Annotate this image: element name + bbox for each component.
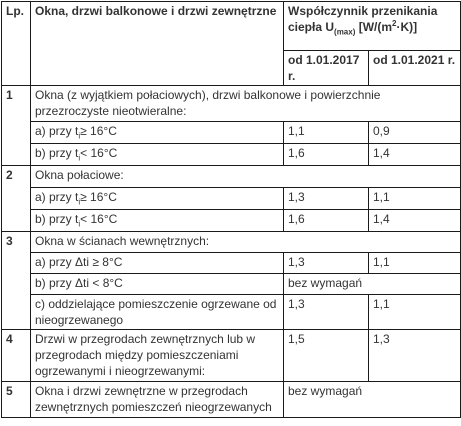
group-1-row-b [2,144,461,166]
label-rest: ≥ 16°C [80,190,117,204]
group-1-title-row [2,86,461,122]
group-1-title: Okna (z wyjątkiem połaciowych), drzwi balkonowe i powierzchnie przezroczyste nieotwieralne: [31,86,461,122]
group-3-row-c-2017: 1,3 [284,295,369,330]
group-2-title: Okna połaciowe: [31,166,461,188]
group-1-lp: 1 [2,86,31,166]
group-3-row-a-2017: 1,3 [284,253,369,274]
header-from-2021: od 1.01.2021 r. [369,51,461,86]
group-2-lp: 2 [2,166,31,232]
row-4 [2,330,461,382]
row-4-label: Drzwi w przegrodach zewnętrznych lub w przegrodach między pomieszczeniami ogrzewanymi i nieogrzewanymi: [31,330,284,382]
group-2-row-a-label [31,188,284,210]
label-sub: i [78,219,81,229]
group-3-row-c-label: c) oddzielające pomieszczenie ogrzewane od nieogrzewanego [31,295,284,330]
row-5-lp: 5 [2,382,31,418]
heat-transfer-table [1,1,461,418]
group-1-row-a-label [31,122,284,144]
row-4-lp: 4 [2,330,31,382]
group-2-title-row [2,166,461,188]
header-coef-sub: (max) [334,27,356,37]
group-1-row-b-2017: 1,6 [284,144,369,166]
row-4-2017: 1,5 [284,330,369,382]
group-3-row-b [2,274,461,295]
group-3-title-row [2,232,461,253]
group-2-row-b-label [31,210,284,232]
group-1-row-b-2021: 1,4 [369,144,461,166]
group-1-row-a-2017: 1,1 [284,122,369,144]
label-sub: i [78,153,81,163]
label-text: a) przy t [35,190,79,204]
label-text: b) przy t [35,146,79,160]
label-rest: < 16°C [80,212,118,226]
header-coefficient [284,2,461,51]
group-1-row-a [2,122,461,144]
header-coef-unit-pre: [W/(m [355,20,393,34]
group-3-row-b-label: b) przy Δti < 8°C [31,274,284,295]
label-text: a) przy t [35,124,79,138]
header-coef-line2-pre: ciepła U [288,20,335,34]
label-rest: < 16°C [80,146,118,160]
label-rest: ≥ 16°C [80,124,117,138]
group-1-row-a-2021: 0,9 [369,122,461,144]
header-item: Okna, drzwi balkonowe i drzwi zewnętrzne [31,2,284,86]
group-1-row-b-label [31,144,284,166]
row-4-2021: 1,3 [369,330,461,382]
header-row [2,2,461,51]
header-coef-sup: 2 [392,19,397,28]
group-2-row-b [2,210,461,232]
group-3-row-c [2,295,461,330]
row-5-merged: bez wymagań [284,382,461,418]
header-coef-line1: Współczynnik przenikania [288,4,438,18]
row-5 [2,382,461,418]
header-lp: Lp. [2,2,31,86]
group-3-title: Okna w ścianach wewnętrznych: [31,232,461,253]
group-3-row-a-2021: 1,1 [369,253,461,274]
header-coef-unit-post: ·K)] [396,20,418,34]
group-3-row-b-merged: bez wymagań [284,274,461,295]
group-2-row-a [2,188,461,210]
row-5-label: Okna i drzwi zewnętrzne w przegrodach zewnętrznych pomieszczeń nieogrzewanych [31,382,284,418]
group-2-row-b-2017: 1,6 [284,210,369,232]
label-text: b) przy t [35,212,79,226]
header-from-2017: od 1.01.2017 r. [284,51,369,86]
group-3-lp: 3 [2,232,31,330]
group-3-row-a-label: a) przy Δti ≥ 8°C [31,253,284,274]
label-sub: i [78,131,81,141]
group-2-row-a-2021: 1,1 [369,188,461,210]
group-2-row-b-2021: 1,4 [369,210,461,232]
label-sub: i [78,197,81,207]
group-3-row-c-2021: 1,1 [369,295,461,330]
group-2-row-a-2017: 1,3 [284,188,369,210]
group-3-row-a [2,253,461,274]
